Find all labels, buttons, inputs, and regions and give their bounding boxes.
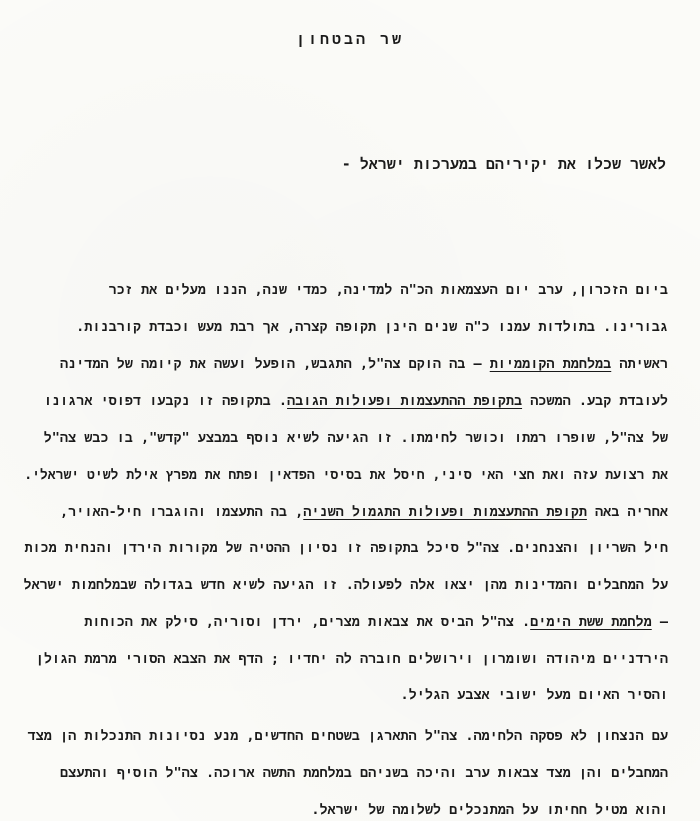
text-segment: , בה התעצמו והוגברו חיל-האויר,: [60, 504, 304, 520]
body-line: [24, 612, 668, 632]
text-segment: הירדניים מיהודה ושומרון וירושלים חוברה לה יחדיו ; הדף את הצבא הסורי מרמת הגולן: [35, 651, 668, 667]
underlined-phrase: תקופת ההתעצמות ופעולות התגמול השניה: [303, 504, 587, 520]
body-line: [24, 280, 668, 300]
text-segment: ראשיתה: [611, 356, 668, 372]
text-segment: . בתקופה זו נקבעו דפוסי ארגונו: [43, 393, 288, 409]
text-segment: עם הנצחון לא פסקה הלחימה. צה"ל התארגן בשטחים החדשים, מנע נסיונות התנכלות הן מצד: [27, 728, 668, 744]
underlined-phrase: מלחמת ששת הימים: [530, 614, 652, 630]
text-segment: והסיר האיום מעל ישובי אצבע הגליל.: [400, 687, 668, 703]
body-line: [24, 800, 668, 820]
text-segment: –: [651, 614, 668, 630]
text-segment: ביום הזכרון, ערב יום העצמאות הכ"ה למדינה, כמדי שנה, הננו מעלים את זכר: [108, 282, 668, 298]
text-segment: את רצועת עזה ואת חצי האי סיני, חיסל את בסיסי הפדאין ופתח את מפרץ אילת לשיט ישראלי.: [24, 467, 669, 483]
underlined-phrase: במלחמת הקוממיות: [489, 356, 612, 372]
body-line: [24, 317, 668, 337]
body-line: [24, 354, 668, 374]
body-line: [24, 538, 668, 558]
text-segment: אחריה באה: [586, 504, 668, 520]
text-segment: של צה"ל, שופרו רמתו וכושר לחימתו. זו הגיעה לשיא נוסף במבצע "קדש", בו כבש צה"ל: [43, 430, 668, 446]
body-line: [24, 685, 668, 705]
text-segment: והוא מטיל חחיתו על המתנכלים לשלומה של ישראל.: [311, 802, 668, 818]
text-segment: על המחבלים והמדינות מהן יצאו אלה לפעולה. זו הגיעה לשיא חדש בגדולה שבמלחמות ישראל: [23, 577, 668, 593]
body-line: [24, 649, 668, 669]
text-segment: לעובדת קבע. המשכה: [522, 393, 668, 409]
text-segment: חיל השריון והצנחנים. צה"ל סיכל בתקופה זו נסיון ההטיה של מקורות הירדן והנחית מכות: [24, 540, 668, 556]
text-segment: – בה הוקם צה"ל, התגבש, הופעל ועשה את קיומה של המדינה: [59, 356, 490, 372]
body-line: [24, 763, 668, 783]
body-line: [24, 465, 669, 485]
body-line: [23, 575, 668, 595]
body-line: [24, 391, 668, 411]
body-line: [24, 726, 668, 746]
text-segment: גבורינו. בתולדות עמנו כ"ה שנים הינן תקופה קצרה, אך רבת מעש וכבדת קורבנות.: [76, 319, 668, 335]
text-segment: המחבלים והן מצד צבאות ערב והיכה בשניהם במלחמת התשה ארוכה. צה"ל הוסיף והתעצם: [60, 765, 668, 781]
letterhead-title: שר הבטחון: [295, 30, 405, 48]
body-line: [24, 502, 668, 522]
text-segment: . צה"ל הביס את צבאות מצרים, ירדן וסוריה, סילק את הכוחות: [84, 614, 531, 630]
dedication-heading: לאשר שכלו את יקיריהם במערכות ישראל -: [341, 155, 666, 173]
body-line: [24, 428, 668, 448]
underlined-phrase: בתקופת ההתעצמות ופעולות הגובה: [287, 393, 523, 409]
